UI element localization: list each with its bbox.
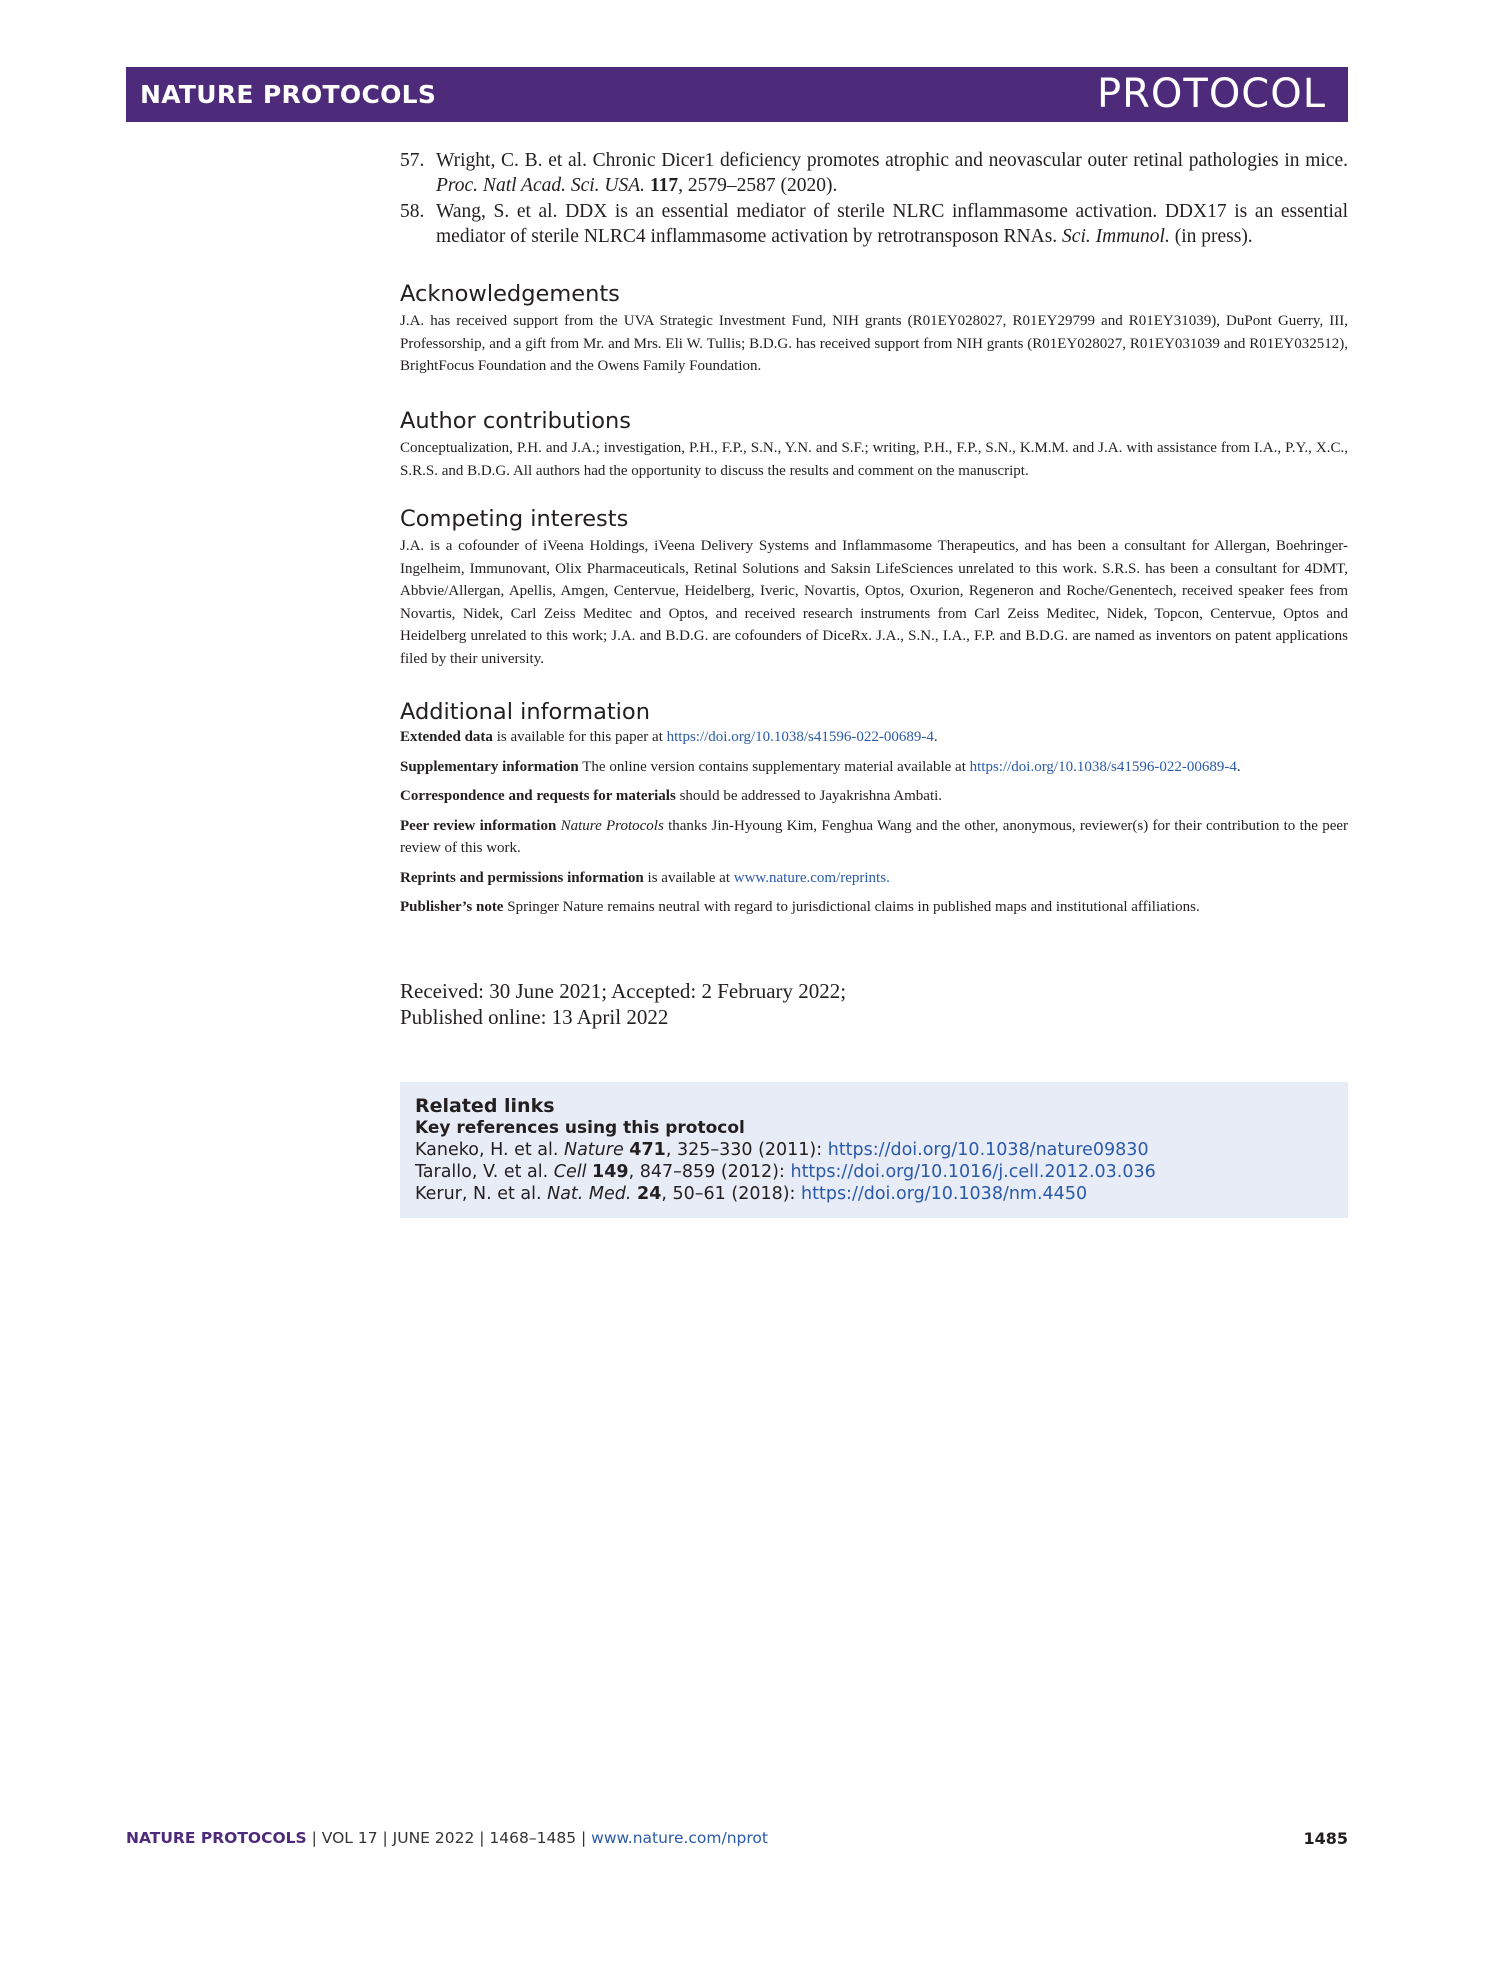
page-header	[126, 67, 1348, 122]
peer-review-text: thanks Jin-Hyoung Kim, Fenghua Wang and the other, anonymous, reviewer(s) for their contribution to the peer review of this work.	[400, 817, 1349, 856]
related-link-volume: 24	[637, 1184, 662, 1204]
page-number: 1485	[1303, 1829, 1348, 1848]
reference-list	[400, 148, 1348, 250]
author-contributions-text: Conceptualization, P.H. and J.A.; investigation, P.H., F.P., S.N., Y.N. and S.F.; writing, P.H., F.P., S.N., K.M.M. and J.A. with assistance from I.A., P.Y., X.C., S.R.S. and B.D.G. All authors had the opportunity to discuss the results and comment on the manuscript.	[400, 440, 1348, 479]
additional-information-heading: Additional information	[400, 699, 650, 725]
publisher-note-line	[400, 896, 1348, 919]
acknowledgements-text: J.A. has received support from the UVA Strategic Investment Fund, NIH grants (R01EY028027, R01EY29799 and R01EY31039), DuPont Guerry, III, Professorship, and a gift from Mr. and Mrs. Eli W. Tullis; B.D.G. has received support from NIH grants (R01EY028027, R01EY031039 and R01EY032512), BrightFocus Foundation and the Owens Family Foundation.	[400, 313, 1348, 374]
related-link-authors: Kaneko, H. et al.	[415, 1140, 564, 1160]
reference-pages: , 2579–2587 (2020).	[678, 175, 838, 196]
page-footer: NATURE PROTOCOLS | VOL 17 | JUNE 2022 | 1468–1485 | www.nature.com/nprot 1485	[126, 1829, 1348, 1848]
reference-text: Wright, C. B. et al. Chronic Dicer1 deficiency promotes atrophic and neovascular outer retinal pathologies in mice.	[436, 150, 1348, 171]
related-links-title: Related links	[415, 1095, 555, 1117]
footer-journal: NATURE PROTOCOLS	[126, 1829, 307, 1847]
acknowledgements-heading: Acknowledgements	[400, 281, 620, 307]
related-link-volume: 471	[629, 1140, 666, 1160]
extended-data-label: Extended data	[400, 729, 493, 745]
related-links-box	[400, 1082, 1348, 1218]
reference-item	[400, 148, 1348, 198]
related-link-url[interactable]: https://doi.org/10.1038/nature09830	[827, 1140, 1149, 1160]
article-type: PROTOCOL	[1096, 71, 1326, 117]
reference-item	[400, 199, 1348, 249]
journal-name: NATURE PROTOCOLS	[140, 80, 437, 109]
related-link-volume: 149	[592, 1162, 629, 1182]
related-link-authors: Tarallo, V. et al.	[415, 1162, 554, 1182]
reprints-label: Reprints and permissions information	[400, 869, 644, 886]
peer-review-journal: Nature Protocols	[560, 817, 664, 834]
extended-data-link[interactable]: https://doi.org/10.1038/s41596-022-00689-4	[666, 729, 934, 745]
related-links-subtitle: Key references using this protocol	[415, 1118, 745, 1138]
related-link-item	[415, 1161, 1156, 1183]
reference-volume: 117	[649, 175, 679, 196]
related-link-url[interactable]: https://doi.org/10.1016/j.cell.2012.03.036	[790, 1162, 1156, 1182]
related-link-item	[415, 1139, 1156, 1161]
reprints-text: is available at	[643, 869, 734, 886]
reference-number: 58.	[400, 201, 425, 222]
competing-interests-heading: Competing interests	[400, 506, 629, 532]
reprints-line	[400, 867, 1348, 890]
related-link-pages: , 847–859 (2012):	[628, 1162, 791, 1182]
related-link-authors: Kerur, N. et al.	[415, 1184, 548, 1204]
related-link-url[interactable]: https://doi.org/10.1038/nm.4450	[801, 1184, 1088, 1204]
related-link-journal: Cell	[553, 1162, 587, 1182]
supplementary-line: Supplementary information The online version contains supplementary material available at https://doi.org/10.1038/s41596-022-00689-4.	[400, 758, 1241, 775]
related-link-journal: Nat. Med.	[547, 1184, 632, 1204]
publisher-note-text: Springer Nature remains neutral with regard to jurisdictional claims in published maps and institutional affiliations.	[503, 899, 1200, 915]
related-link-journal: Nature	[563, 1140, 624, 1160]
supplementary-text: The online version contains supplementary material available at	[578, 758, 970, 775]
additional-information-section	[400, 698, 1348, 926]
footer-url[interactable]: www.nature.com/nprot	[591, 1829, 768, 1847]
correspondence-line	[400, 785, 1348, 808]
correspondence-text: should be addressed to Jayakrishna Ambati.	[675, 788, 943, 804]
published-date: Published online: 13 April 2022	[400, 1005, 669, 1029]
reference-journal: Proc. Natl Acad. Sci. USA.	[436, 175, 646, 196]
peer-review-label: Peer review information	[400, 817, 557, 834]
author-contributions-section	[400, 407, 1348, 482]
author-contributions-heading: Author contributions	[400, 408, 631, 434]
competing-interests-section	[400, 505, 1348, 670]
reference-pages: (in press).	[1169, 226, 1253, 247]
related-link-pages: , 325–330 (2011):	[665, 1140, 828, 1160]
reference-journal: Sci. Immunol.	[1062, 226, 1170, 247]
footer-date: JUNE 2022	[392, 1829, 475, 1847]
publisher-note-label: Publisher’s note	[400, 899, 504, 915]
reference-number: 57.	[400, 150, 425, 171]
reference-text: Wang, S. et al. DDX is an essential mediator of sterile NLRC inflammasome activation. DDX17 is an essential mediator of sterile NLRC4 inflammasome activation by retrotransposon RNAs.	[436, 201, 1348, 247]
related-link-item	[415, 1183, 1156, 1205]
extended-data-text: is available for this paper at	[492, 729, 667, 745]
reprints-link[interactable]: www.nature.com/reprints.	[733, 869, 890, 886]
footer-volume: VOL 17	[321, 1829, 378, 1847]
supplementary-label: Supplementary information	[400, 758, 579, 775]
peer-review-line	[400, 815, 1348, 860]
related-link-pages: , 50–61 (2018):	[661, 1184, 802, 1204]
competing-interests-text: J.A. is a cofounder of iVeena Holdings, iVeena Delivery Systems and Inflammasome Therapeutics, and has been a consultant for Allergan, Boehringer-Ingelheim, Immunovant, Olix Pharmaceuticals, Retinal Solutions and Saksin LifeSciences unrelated to this work. S.R.S. has been a consultant for 4DMT, Abbvie/Allergan, Apellis, Amgen, Centervue, Heidelberg, Iveric, Novartis, Optos, Oxurion, Regeneron and Roche/Genentech, received speaker fees from Novartis, Nidek, Carl Zeiss Meditec and Optos, and received research instruments from Carl Zeiss Meditec, Nidek, Topcon, Centervue, Optos and Heidelberg unrelated to this work; J.A. and B.D.G. are cofounders of DiceRx. J.A., S.N., I.A., F.P. and B.D.G. are named as inventors on patent applications filed by their university.	[400, 538, 1348, 667]
supplementary-link[interactable]: https://doi.org/10.1038/s41596-022-00689-4	[969, 758, 1237, 775]
footer-pages: 1468–1485	[489, 1829, 577, 1847]
acknowledgements-section	[400, 280, 1348, 378]
correspondence-label: Correspondence and requests for materials	[400, 788, 676, 804]
extended-data-line: Extended data is available for this paper at https://doi.org/10.1038/s41596-022-00689-4.	[400, 729, 938, 745]
received-accepted-dates: Received: 30 June 2021; Accepted: 2 February 2022;	[400, 979, 847, 1003]
article-dates	[400, 978, 1348, 1030]
